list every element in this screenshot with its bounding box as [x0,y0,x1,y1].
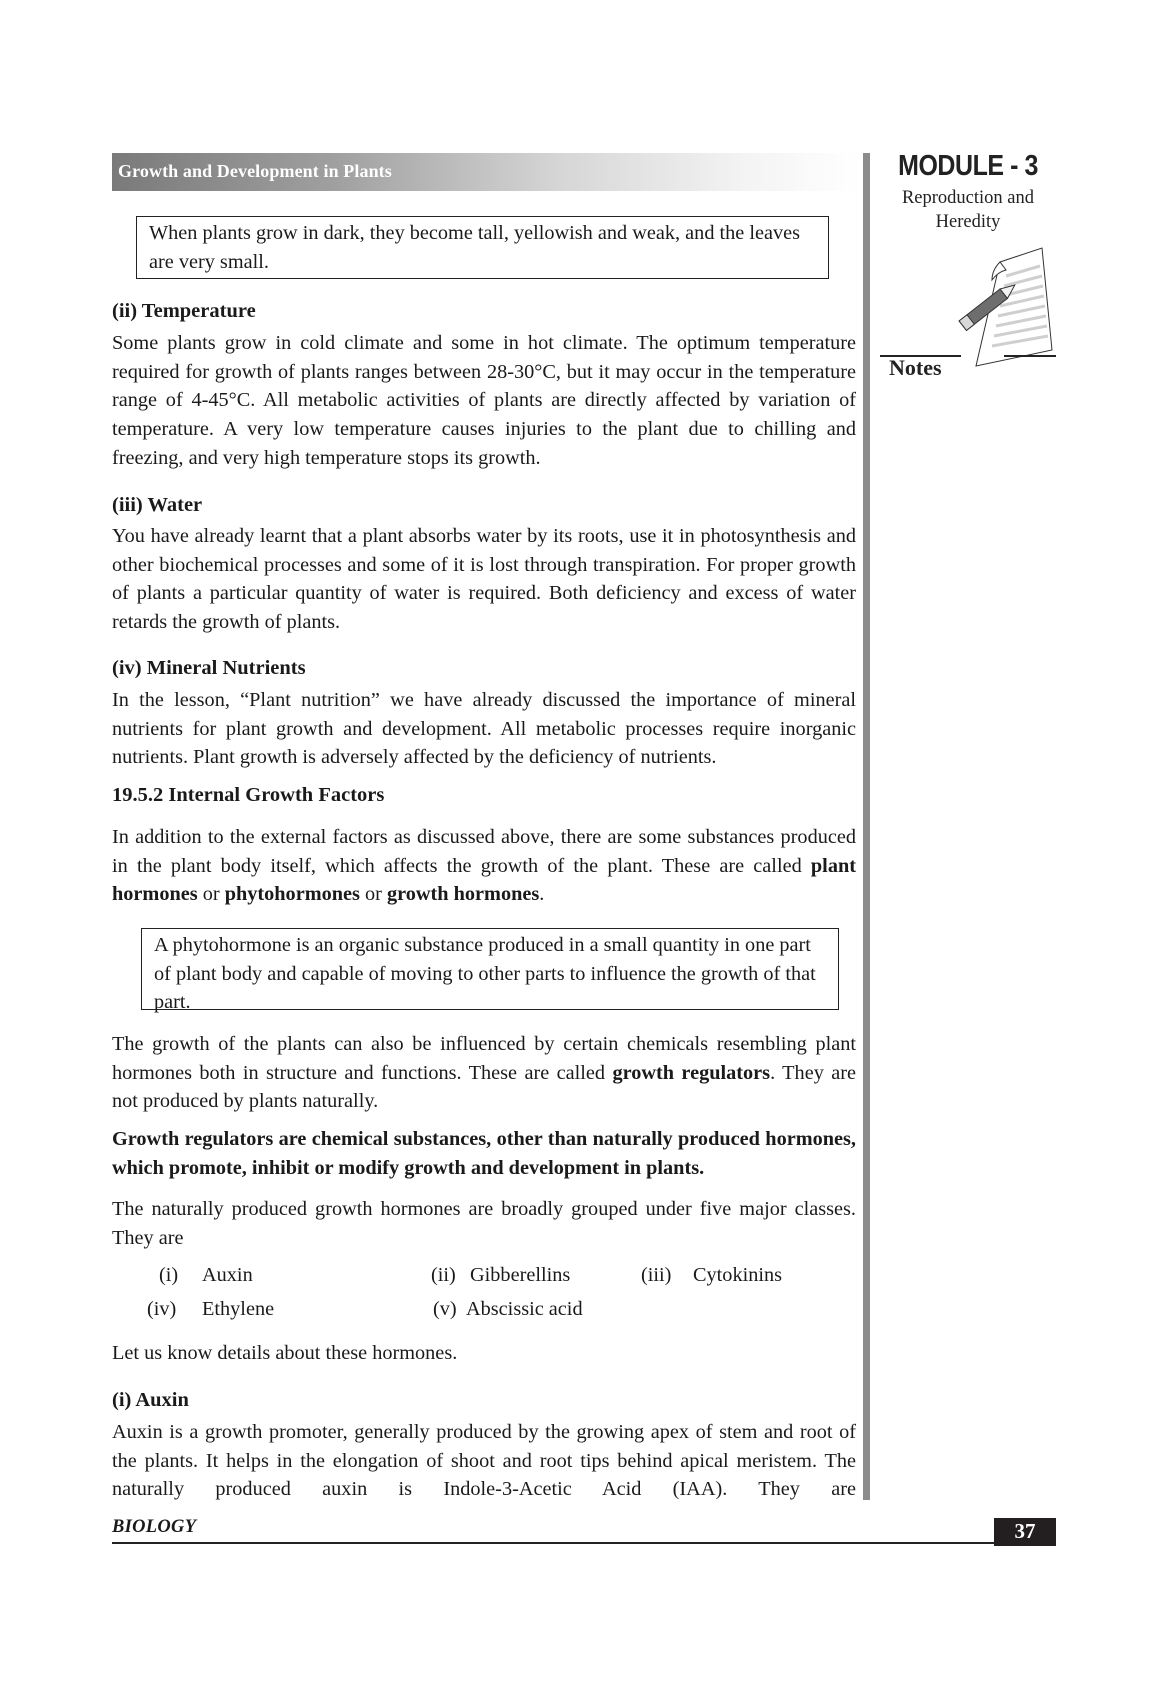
section-heading-temperature: (ii) Temperature [112,300,256,322]
hormone-class-auxin: Auxin [202,1264,253,1286]
term-plant-hormones: plant hormones [112,854,856,906]
footer-rule [112,1542,996,1544]
text: . They are not produced by plants naturally. [112,1061,856,1113]
text: . [539,883,545,906]
definition-box-phytohormone: A phytohormone is an organic substance produced in a small quantity in one part of plant body and capable of moving to other parts to influence the growth of that part. [141,928,839,1010]
section-heading-internal-growth-factors: 19.5.2 Internal Growth Factors [112,784,385,806]
paragraph-mineral-nutrients: In the lesson, “Plant nutrition” we have already discussed the importance of mineral nutrients for plant growth and development. All metabolic processes require inorganic nutrients. Plant growth is adversely affected by the deficiency of nutrients. [112,689,856,769]
paragraph-temperature: Some plants grow in cold climate and some in hot climate. The optimum temperature required for growth of plants ranges between 28-30°C, but it may occur in the temperature range of 4-45°C. All metabolic activities of plants are directly affected by variation of temperature. A very low temperature causes injuries to the plant due to chilling and freezing, and very high temperature stops its growth. [112,332,856,469]
notes-label: Notes [889,355,942,380]
text: The growth of the plants can also be influenced by certain chemicals resembling plant hormones both in structure and functions. These are called [112,1033,856,1084]
term-growth-hormones: growth hormones [386,883,540,906]
paragraph-internal-growth-factors [112,823,856,909]
definition-growth-regulators: Growth regulators are chemical substances, other than naturally produced hormones, which promote, inhibit or modify growth and development in plants. [112,1128,856,1179]
paragraph-classes-intro: The naturally produced growth hormones are broadly grouped under five major classes. They are [112,1198,856,1249]
section-heading-auxin: (i) Auxin [112,1389,189,1411]
module-title: MODULE - 3 [898,150,1038,182]
hormone-class-abscissic-acid: Abscissic acid [466,1298,583,1320]
margin-divider [863,153,870,1500]
page-number: 37 [994,1518,1056,1546]
hormone-class-number: (iii) [641,1264,672,1286]
running-header-title: Growth and Development in Plants [118,161,392,181]
info-box-dark-growth: When plants grow in dark, they become tall, yellowish and weak, and the leaves are very small. [136,216,829,279]
hormone-class-number: (iv) [147,1298,177,1320]
module-subtitle-line1: Reproduction and [901,188,1035,208]
hormone-class-number: (ii) [431,1264,456,1286]
notepad-pencil-icon [948,240,1060,370]
section-heading-water: (iii) Water [112,494,203,516]
footer-subject: BIOLOGY [112,1517,197,1537]
text: In addition to the external factors as discussed above, there are some substances produced in the plant body itself, which affects the growth of the plant. These are called [112,826,856,877]
hormone-class-number: (i) [159,1264,179,1286]
module-subtitle-line2: Heredity [935,212,1001,232]
paragraph-details-intro: Let us know details about these hormones. [112,1342,458,1364]
term-growth-regulators: growth regulators [612,1061,771,1084]
hormone-class-gibberellins: Gibberellins [470,1264,571,1286]
paragraph-water: You have already learnt that a plant absorbs water by its roots, use it in photosynthesis and other biochemical processes and some of it is lost through transpiration. For proper growth of plants a particular quantity of water is required. Both deficiency and excess of water retards the growth of plants. [112,525,856,634]
running-header [112,153,860,191]
paragraph-auxin: Auxin is a growth promoter, generally produced by the growing apex of stem and root of the plants. It helps in the elongation of shoot and root tips behind apical meristem. The naturally produced auxin is Indole-3-Acetic Acid (IAA). They are [112,1421,856,1501]
module-subtitle [880,186,1056,234]
notes-rule-right [1004,355,1056,357]
hormone-class-ethylene: Ethylene [202,1298,275,1320]
section-heading-mineral-nutrients: (iv) Mineral Nutrients [112,657,306,679]
text: or [197,883,225,906]
term-phytohormones: phytohormones [224,883,360,906]
hormone-class-number: (v) [433,1298,457,1320]
paragraph-growth-regulators [112,1030,856,1116]
text: or [359,883,387,906]
hormone-class-cytokinins: Cytokinins [693,1264,783,1286]
